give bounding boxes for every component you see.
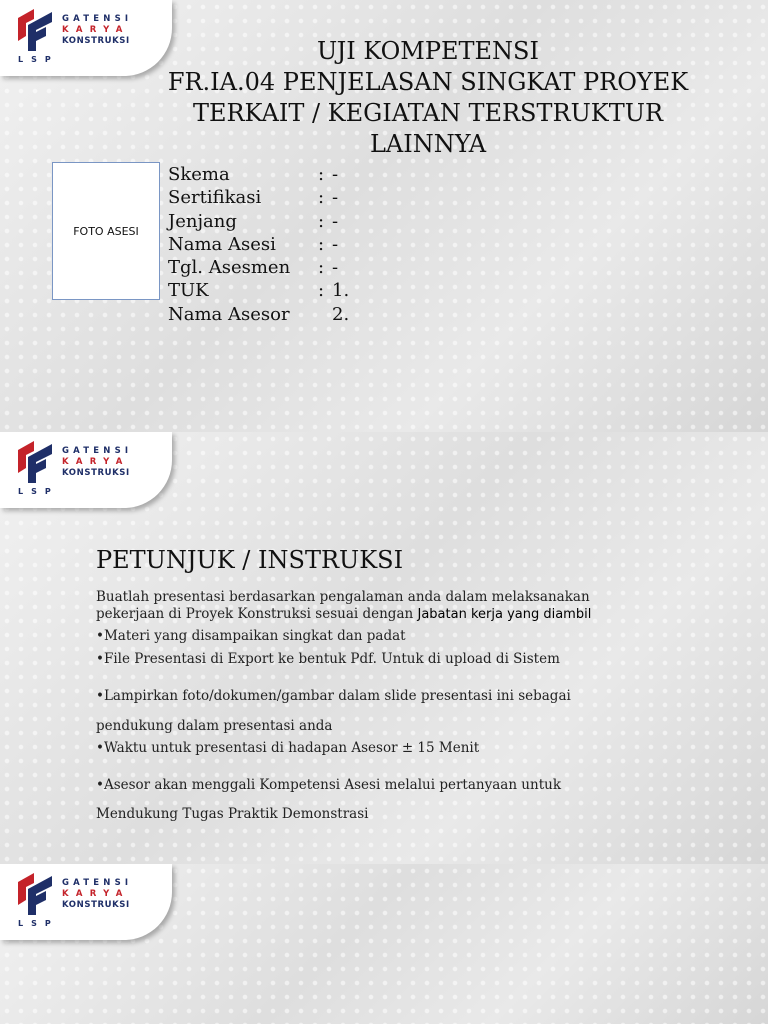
slide-cover (0, 0, 768, 432)
intro-text: pekerjaan di Proyek Konstruksi sesuai dengan (96, 606, 418, 622)
field-label: TUK (168, 280, 209, 302)
intro-line (96, 606, 591, 623)
field-colon: : (318, 280, 325, 302)
logo-wordmark (62, 14, 132, 47)
logo-lsp: LSP (18, 919, 59, 928)
title-line: FR.IA.04 PENJELASAN SINGKAT PROYEK (167, 68, 689, 96)
lsp-logo-icon (16, 8, 54, 52)
bullet-item: •Waktu untuk presentasi di hadapan Asesor ± 15 Menit (96, 740, 480, 756)
photo-label: FOTO ASESI (73, 224, 139, 238)
logo-line-3: KONSTRUKSI (62, 468, 130, 478)
field-label: Jenjang (168, 210, 237, 232)
title-line: UJI KOMPETENSI (317, 37, 539, 65)
bullet-item: •File Presentasi di Export ke bentuk Pdf. Untuk di upload di Sistem (96, 651, 560, 667)
field-value: - (332, 210, 339, 232)
job-title-emphasis: Jabatan kerja yang diambil (417, 607, 592, 622)
lsp-logo-icon (16, 440, 54, 484)
field-label: Nama Asesi (168, 233, 276, 255)
photo-placeholder (52, 162, 160, 300)
intro-paragraph (96, 589, 591, 623)
logo-line-1: GATENSI (62, 446, 133, 456)
logo-line-2: KARYA (62, 457, 130, 467)
logo-line-3: KONSTRUKSI (62, 900, 130, 910)
logo-tab (0, 864, 172, 940)
bullet-item: •Asesor akan menggali Kompetensi Asesi melalui pertanyaan untuk (96, 777, 561, 793)
field-colon: : (318, 164, 325, 185)
page-title (130, 36, 726, 160)
field-value: - (332, 233, 339, 255)
field-colon: : (318, 257, 325, 279)
slide-instructions (0, 432, 768, 864)
logo-line-1: GATENSI (62, 14, 133, 24)
field-label: Tgl. Asesmen (168, 257, 291, 279)
field-colon: : (318, 233, 325, 255)
logo-wordmark (62, 446, 132, 479)
field-value: - (332, 257, 339, 279)
logo-line-1: GATENSI (62, 878, 133, 888)
bullet-item: •Materi yang disampaikan singkat dan padat (96, 628, 406, 644)
bullet-continuation: Mendukung Tugas Praktik Demonstrasi (96, 806, 369, 822)
logo-tab (0, 432, 172, 508)
field-label: Nama Asesor (168, 303, 290, 325)
logo-wordmark (62, 878, 132, 911)
intro-line: Buatlah presentasi berdasarkan pengalaman anda dalam melaksanakan (96, 589, 590, 605)
field-label: Skema (168, 164, 230, 185)
field-value: 1. (332, 280, 350, 302)
logo-line-3: KONSTRUKSI (62, 36, 130, 46)
field-colon: : (318, 210, 325, 232)
lsp-logo-icon (16, 872, 54, 916)
field-value: 2. (332, 303, 350, 325)
field-value: - (332, 164, 339, 185)
slide-next (0, 864, 768, 1024)
instructions-title: PETUNJUK / INSTRUKSI (96, 546, 404, 574)
logo-line-2: KARYA (62, 889, 130, 899)
logo-line-2: KARYA (62, 25, 130, 35)
bullet-continuation: pendukung dalam presentasi anda (96, 718, 333, 734)
field-label: Sertifikasi (168, 187, 262, 209)
title-line: TERKAIT / KEGIATAN TERSTRUKTUR (192, 99, 664, 127)
bullet-item: •Lampirkan foto/dokumen/gambar dalam slide presentasi ini sebagai (96, 688, 571, 704)
title-line: LAINNYA (369, 130, 487, 158)
field-value: - (332, 187, 339, 209)
field-colon: : (318, 187, 325, 209)
logo-lsp: LSP (18, 55, 59, 64)
logo-lsp: LSP (18, 487, 59, 496)
